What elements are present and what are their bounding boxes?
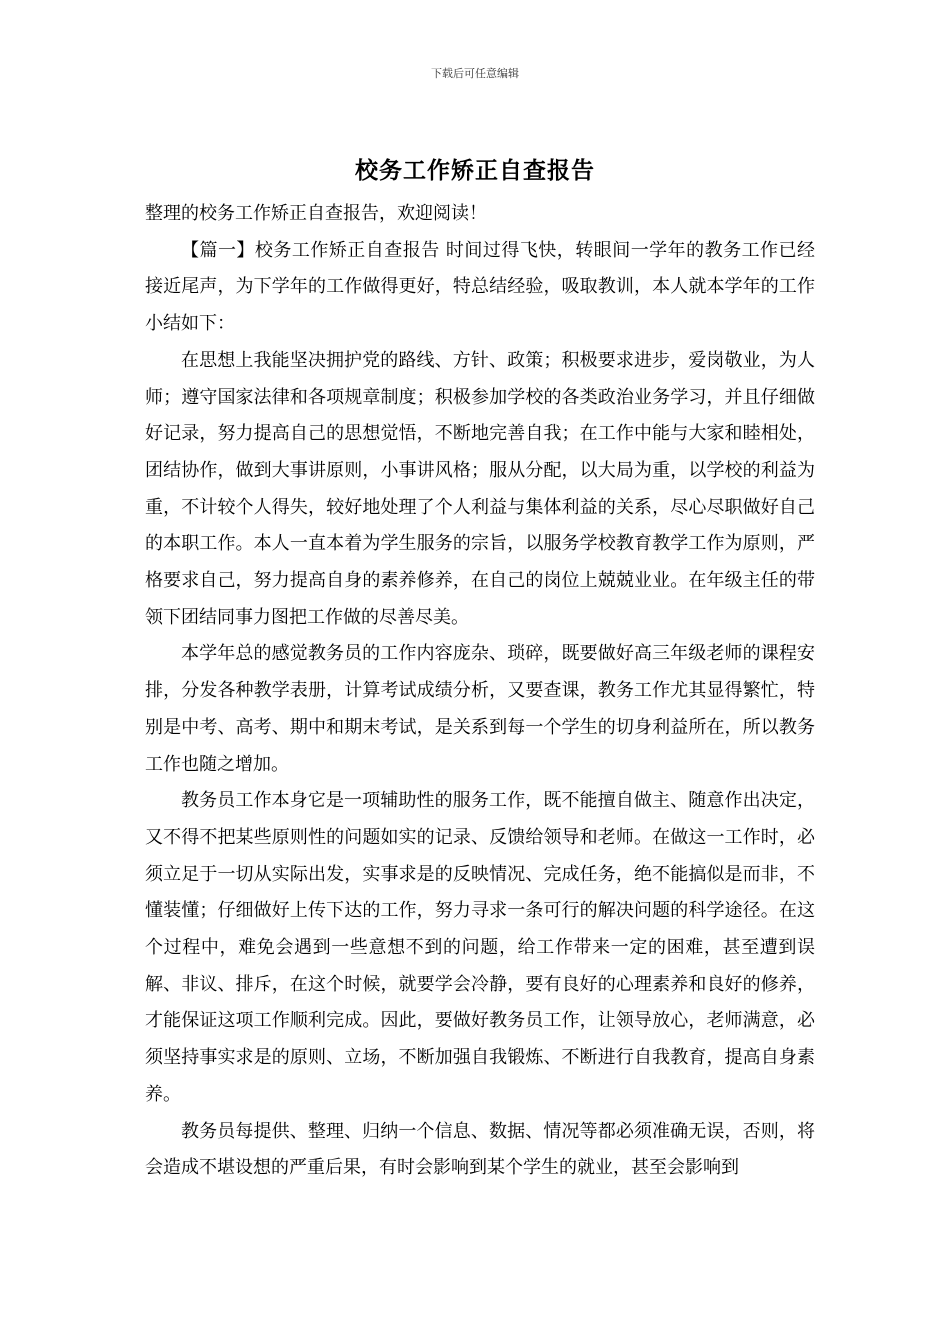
paragraph-accuracy: 教务员每提供、整理、归纳一个信息、数据、情况等都必须准确无误，否则，将会造成不堪设想的严重后果，有时会影响到某个学生的就业，甚至会影响到 (145, 1120, 815, 1179)
header-note: 下载后可任意编辑 (431, 67, 519, 80)
document-title: 校务工作矫正自查报告 (355, 157, 595, 184)
paragraph-section-one: 【篇一】校务工作矫正自查报告 时间过得飞快，转眼间一学年的教务工作已经接近尾声，为下学年的工作做得更好，特总结经验，吸取教训，本人就本学年的工作小结如下： (145, 239, 815, 335)
paragraph-ideology: 在思想上我能坚决拥护党的路线、方针、政策；积极要求进步，爱岗敬业，为人师；遵守国家法律和各项规章制度；积极参加学校的各类政治业务学习，并且仔细做好记录，努力提高自己的思想觉悟，不断地完善自我；在工作中能与大家和睦相处，团结协作，做到大事讲原则，小事讲风格；服从分配，以大局为重，以学校的利益为重，不计较个人得失，较好地处理了个人利益与集体利益的关系，尽心尽职做好自己的本职工作。本人一直本着为学生服务的宗旨，以服务学校教育教学工作为原则，严格要求自己，努力提高自身的素养修养，在自己的岗位上兢兢业业。在年级主任的带领下团结同事力图把工作做的尽善尽美。 (145, 349, 815, 628)
paragraph-service-work: 教务员工作本身它是一项辅助性的服务工作，既不能擅自做主、随意作出决定，又不得不把某些原则性的问题如实的记录、反馈给领导和老师。在做这一工作时，必须立足于一切从实际出发，实事求是的反映情况、完成任务，绝不能搞似是而非，不懂装懂；仔细做好上传下达的工作，努力寻求一条可行的解决问题的科学途径。在这个过程中，难免会遇到一些意想不到的问题，给工作带来一定的困难，甚至遭到误解、非议、排斥，在这个时候，就要学会冷静，要有良好的心理素养和良好的修养，才能保证这项工作顺利完成。因此，要做好教务员工作，让领导放心，老师满意，必须坚持事实求是的原则、立场，不断加强自我锻炼、不断进行自我教育，提高自身素养。 (145, 790, 815, 1105)
paragraph-workload: 本学年总的感觉教务员的工作内容庞杂、琐碎，既要做好高三年级老师的课程安排，分发各种教学表册，计算考试成绩分析，又要查课，教务工作尤其显得繁忙，特别是中考、高考、期中和期末考试，是关系到每一个学生的切身利益所在，所以教务工作也随之增加。 (145, 643, 815, 775)
document-body (145, 196, 815, 1187)
paragraph-intro: 整理的校务工作矫正自查报告，欢迎阅读！ (145, 203, 487, 224)
